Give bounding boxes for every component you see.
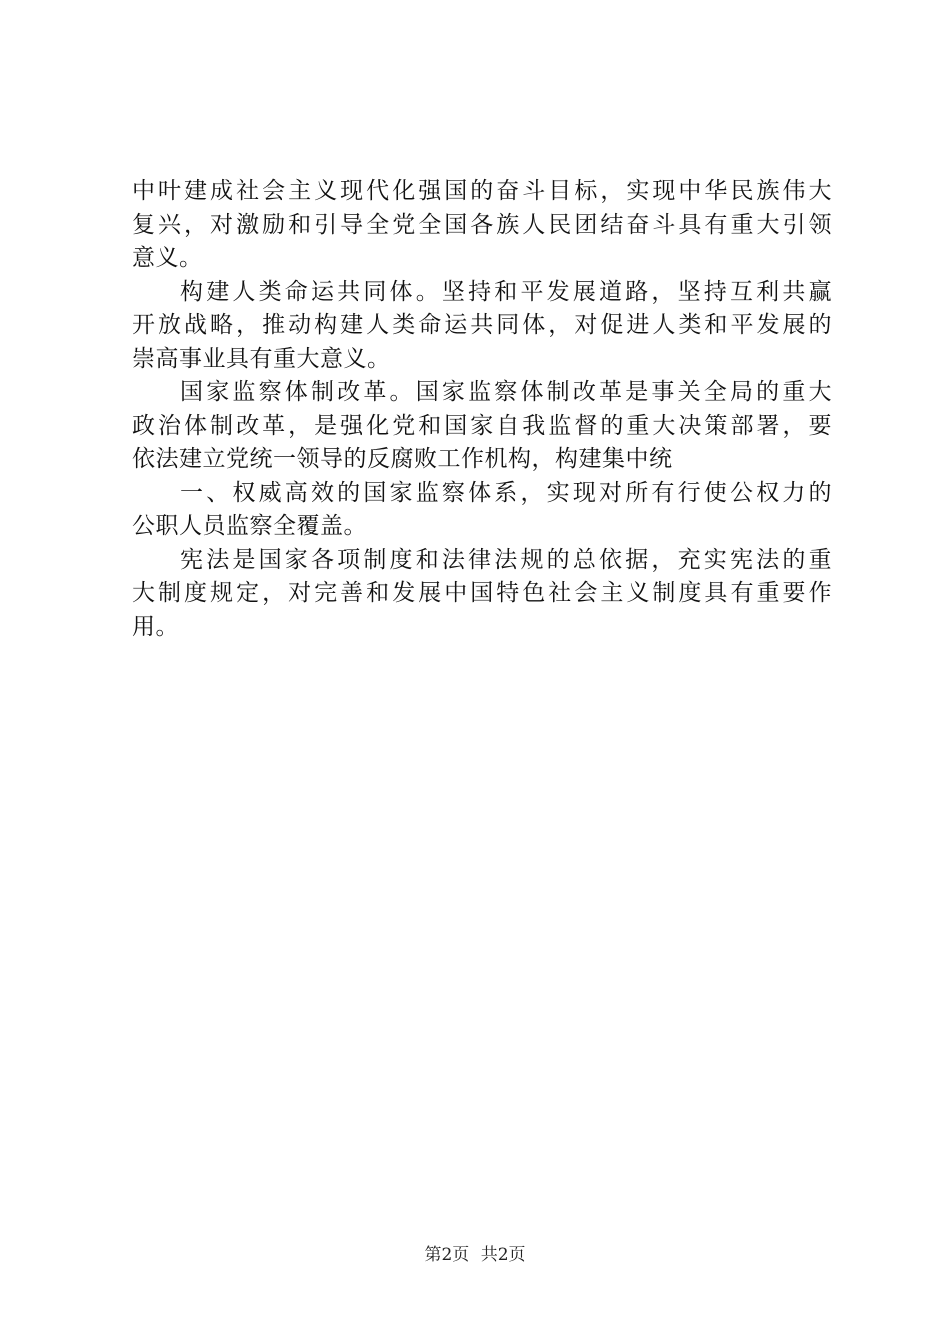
document-body <box>132 175 832 644</box>
text-line: 大制度规定，对完善和发展中国特色社会主义制度具有重要作 <box>132 580 832 606</box>
text-line: 复兴，对激励和引导全党全国各族人民团结奋斗具有重大引领 <box>132 211 832 238</box>
text-line: 政治体制改革，是强化党和国家自我监督的重大决策部署，要 <box>132 412 832 439</box>
text-line: 宪法是国家各项制度和法律法规的总依据，充实宪法的重 <box>180 546 832 573</box>
text-line: 一、权威高效的国家监察体系，实现对所有行使公权力的 <box>180 479 832 506</box>
page-number: 第2页 <box>424 1245 470 1265</box>
text-line: 开放战略，推动构建人类命运共同体，对促进人类和平发展的 <box>132 312 832 338</box>
text-line: 用。 <box>132 613 179 640</box>
text-line: 国家监察体制改革。国家监察体制改革是事关全局的重大 <box>180 379 832 405</box>
text-line: 公职人员监察全覆盖。 <box>132 513 367 539</box>
text-line: 意义。 <box>132 245 203 271</box>
page-footer <box>0 1244 950 1266</box>
text-line: 中叶建成社会主义现代化强国的奋斗目标，实现中华民族伟大 <box>132 178 832 204</box>
text-line: 构建人类命运共同体。坚持和平发展道路，坚持互利共赢 <box>180 278 832 305</box>
text-line: 依法建立党统一领导的反腐败工作机构，构建集中统 <box>132 446 673 472</box>
text-line: 崇高事业具有重大意义。 <box>132 345 391 372</box>
page-total: 共2页 <box>480 1245 526 1265</box>
